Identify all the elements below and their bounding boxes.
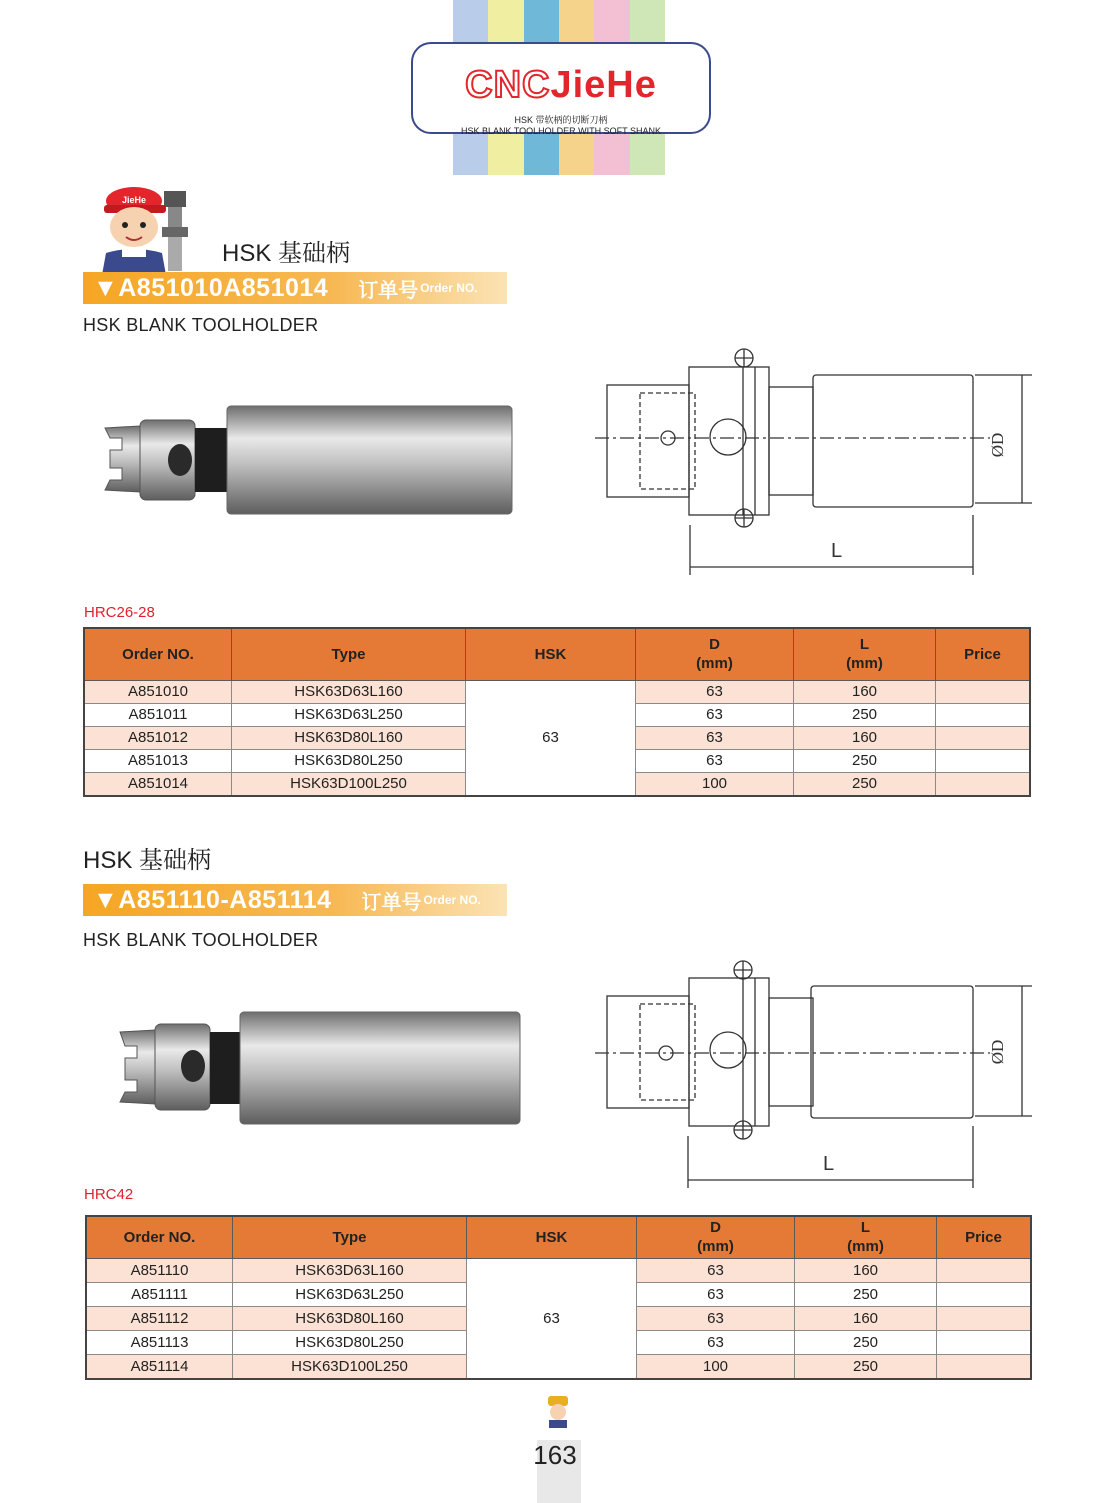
cell-type: HSK63D80L250	[233, 1330, 467, 1354]
table-row	[86, 1258, 1031, 1282]
cell-d: 63	[637, 1306, 795, 1330]
hardness-label: HRC42	[84, 1186, 134, 1203]
hardness-label: HRC26-28	[84, 604, 155, 621]
cell-hsk: 63	[467, 1258, 637, 1379]
cell-order: A851013	[84, 749, 232, 772]
brand-logo: CNCJieHe	[465, 64, 657, 106]
col-header-d: D (mm)	[636, 628, 794, 680]
cell-type: HSK63D80L250	[232, 749, 466, 772]
footer-mascot-icon	[540, 1394, 576, 1430]
cell-type: HSK63D100L250	[233, 1354, 467, 1379]
cell-price	[936, 703, 1031, 726]
cell-order: A851014	[84, 772, 232, 796]
section-title-en: HSK BLANK TOOLHOLDER	[83, 315, 319, 335]
cell-type: HSK63D80L160	[233, 1306, 467, 1330]
cell-price	[937, 1330, 1032, 1354]
cell-hsk: 63	[466, 680, 636, 796]
cell-l: 250	[794, 749, 936, 772]
cell-l: 250	[795, 1330, 937, 1354]
cell-price	[936, 772, 1031, 796]
cell-order: A851012	[84, 726, 232, 749]
section-title-cn: HSK 基础柄	[222, 240, 351, 267]
order-label-cn: 订单号	[358, 279, 419, 302]
cell-price	[936, 749, 1031, 772]
order-number-banner	[83, 884, 507, 916]
section-title-en: HSK BLANK TOOLHOLDER	[83, 930, 319, 950]
col-header-hsk: HSK	[466, 628, 636, 680]
toolholder-technical-drawing	[595, 960, 1040, 1195]
col-header-d: D (mm)	[637, 1216, 795, 1258]
spec-table	[83, 627, 1031, 797]
order-code-range: ▼A851110-A851114	[93, 885, 332, 914]
cell-price	[937, 1306, 1032, 1330]
cell-type: HSK63D63L250	[233, 1282, 467, 1306]
order-code-range: ▼A851010A851014	[93, 273, 329, 302]
col-header-hsk: HSK	[467, 1216, 637, 1258]
svg-text:JieHe: JieHe	[121, 195, 147, 205]
dimension-label-l: L	[823, 1153, 835, 1175]
cell-price	[937, 1282, 1032, 1306]
cell-d: 63	[636, 680, 794, 703]
col-header-type: Type	[233, 1216, 467, 1258]
cell-d: 63	[637, 1330, 795, 1354]
cell-order: A851011	[84, 703, 232, 726]
order-number-banner	[83, 272, 507, 304]
col-header-l: L (mm)	[794, 628, 936, 680]
cell-l: 250	[794, 703, 936, 726]
order-label-en: Order NO.	[423, 893, 481, 907]
cell-l: 160	[794, 680, 936, 703]
table-row	[84, 680, 1030, 703]
cell-type: HSK63D63L160	[232, 680, 466, 703]
spec-table	[85, 1215, 1032, 1380]
col-header-order: Order NO.	[86, 1216, 233, 1258]
cell-price	[937, 1354, 1032, 1379]
cell-type: HSK63D100L250	[232, 772, 466, 796]
cell-type: HSK63D80L160	[232, 726, 466, 749]
cell-order: A851111	[86, 1282, 233, 1306]
cell-d: 100	[636, 772, 794, 796]
cell-l: 160	[794, 726, 936, 749]
cell-d: 63	[637, 1258, 795, 1282]
cell-d: 63	[636, 749, 794, 772]
col-header-price: Price	[936, 628, 1031, 680]
cell-type: HSK63D63L160	[233, 1258, 467, 1282]
col-header-type: Type	[232, 628, 466, 680]
brand-header	[411, 42, 711, 134]
header-subtitle-en: HSK BLANK TOOLHOLDER WITH SOFT SHANK	[460, 126, 662, 136]
cell-price	[936, 680, 1031, 703]
col-header-price: Price	[937, 1216, 1032, 1258]
toolholder-technical-drawing	[595, 345, 1040, 580]
mascot-icon	[98, 183, 194, 275]
order-label-cn: 订单号	[361, 891, 422, 914]
order-label-en: Order NO.	[420, 281, 478, 295]
cell-type: HSK63D63L250	[232, 703, 466, 726]
dimension-label-d: ØD	[988, 1039, 1007, 1065]
cell-d: 63	[636, 726, 794, 749]
cell-order: A851010	[84, 680, 232, 703]
cell-d: 63	[637, 1282, 795, 1306]
page-number: 163	[533, 1440, 577, 1470]
cell-order: A851114	[86, 1354, 233, 1379]
col-header-l: L (mm)	[795, 1216, 937, 1258]
cell-order: A851110	[86, 1258, 233, 1282]
dimension-label-d: ØD	[988, 432, 1007, 458]
cell-price	[936, 726, 1031, 749]
cell-l: 160	[795, 1258, 937, 1282]
cell-order: A851112	[86, 1306, 233, 1330]
toolholder-photo	[100, 400, 520, 520]
section-title-cn: HSK 基础柄	[83, 847, 212, 874]
cell-l: 160	[795, 1306, 937, 1330]
cell-d: 100	[637, 1354, 795, 1379]
cell-order: A851113	[86, 1330, 233, 1354]
header-subtitle-cn: HSK 带软柄的切断刀柄	[514, 115, 608, 125]
cell-l: 250	[794, 772, 936, 796]
cell-l: 250	[795, 1282, 937, 1306]
cell-l: 250	[795, 1354, 937, 1379]
col-header-order: Order NO.	[84, 628, 232, 680]
toolholder-photo	[115, 1010, 535, 1130]
cell-d: 63	[636, 703, 794, 726]
dimension-label-l: L	[831, 540, 843, 562]
cell-price	[937, 1258, 1032, 1282]
